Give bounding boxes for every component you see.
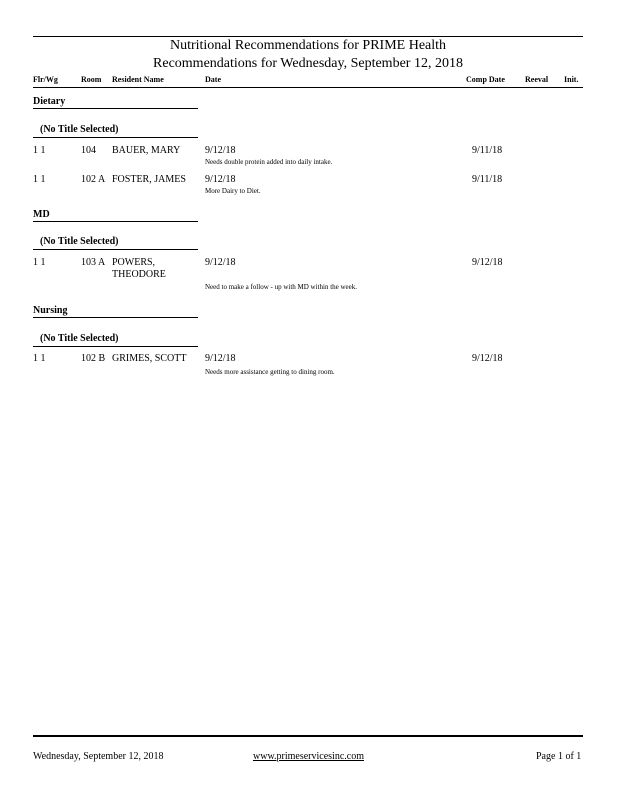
cell-room: 102 B [81, 353, 106, 364]
group-title: (No Title Selected) [40, 236, 119, 247]
col-header-reeval: Reeval [525, 75, 549, 84]
cell-flr-wg: 1 1 [33, 174, 46, 185]
cell-room: 103 A [81, 257, 106, 268]
section-title-md: MD [33, 209, 50, 220]
cell-note: Needs double protein added into daily intake. [205, 158, 333, 166]
cell-note: More Dairy to Diet. [205, 187, 261, 195]
col-header-comp-date: Comp Date [466, 75, 505, 84]
cell-date: 9/12/18 [205, 145, 236, 156]
cell-resident: FOSTER, JAMES [112, 174, 186, 185]
cell-date: 9/12/18 [205, 257, 236, 268]
cell-flr-wg: 1 1 [33, 257, 46, 268]
cell-room: 102 A [81, 174, 106, 185]
cell-date: 9/12/18 [205, 174, 236, 185]
col-header-resident-name: Resident Name [112, 75, 164, 84]
cell-resident: POWERS, THEODORE [112, 257, 166, 280]
col-header-room: Room [81, 75, 102, 84]
footer-url-link[interactable]: www.primeservicesinc.com [253, 751, 364, 762]
cell-comp-date: 9/11/18 [472, 145, 503, 156]
col-header-flr-wg: Flr/Wg [33, 75, 58, 84]
cell-note: Needs more assistance getting to dining room. [205, 368, 335, 376]
cell-flr-wg: 1 1 [33, 145, 46, 156]
cell-comp-date: 9/12/18 [472, 353, 503, 364]
cell-note: Need to make a follow - up with MD within the week. [205, 283, 358, 291]
group-underline [33, 346, 198, 347]
group-title: (No Title Selected) [40, 124, 119, 135]
section-title-nursing: Nursing [33, 305, 68, 316]
cell-comp-date: 9/12/18 [472, 257, 503, 268]
section-underline [33, 108, 198, 109]
footer-date: Wednesday, September 12, 2018 [33, 751, 164, 762]
group-underline [33, 249, 198, 250]
cell-room: 104 [81, 145, 96, 156]
col-header-init: Init. [564, 75, 579, 84]
cell-flr-wg: 1 1 [33, 353, 46, 364]
cell-date: 9/12/18 [205, 353, 236, 364]
group-title: (No Title Selected) [40, 333, 119, 344]
cell-resident: BAUER, MARY [112, 145, 181, 156]
cell-comp-date: 9/11/18 [472, 174, 503, 185]
section-underline [33, 317, 198, 318]
report-title: Nutritional Recommendations for PRIME Health [169, 38, 447, 53]
top-rule [33, 36, 583, 37]
section-underline [33, 221, 198, 222]
cell-resident: GRIMES, SCOTT [112, 353, 187, 364]
col-header-date: Date [205, 75, 221, 84]
footer-rule [33, 735, 583, 737]
header-rule [33, 87, 583, 88]
section-title-dietary: Dietary [33, 96, 66, 107]
group-underline [33, 137, 198, 138]
footer-page-number: Page 1 of 1 [536, 751, 582, 762]
report-subtitle: Recommendations for Wednesday, September 12, 2018 [153, 56, 463, 71]
